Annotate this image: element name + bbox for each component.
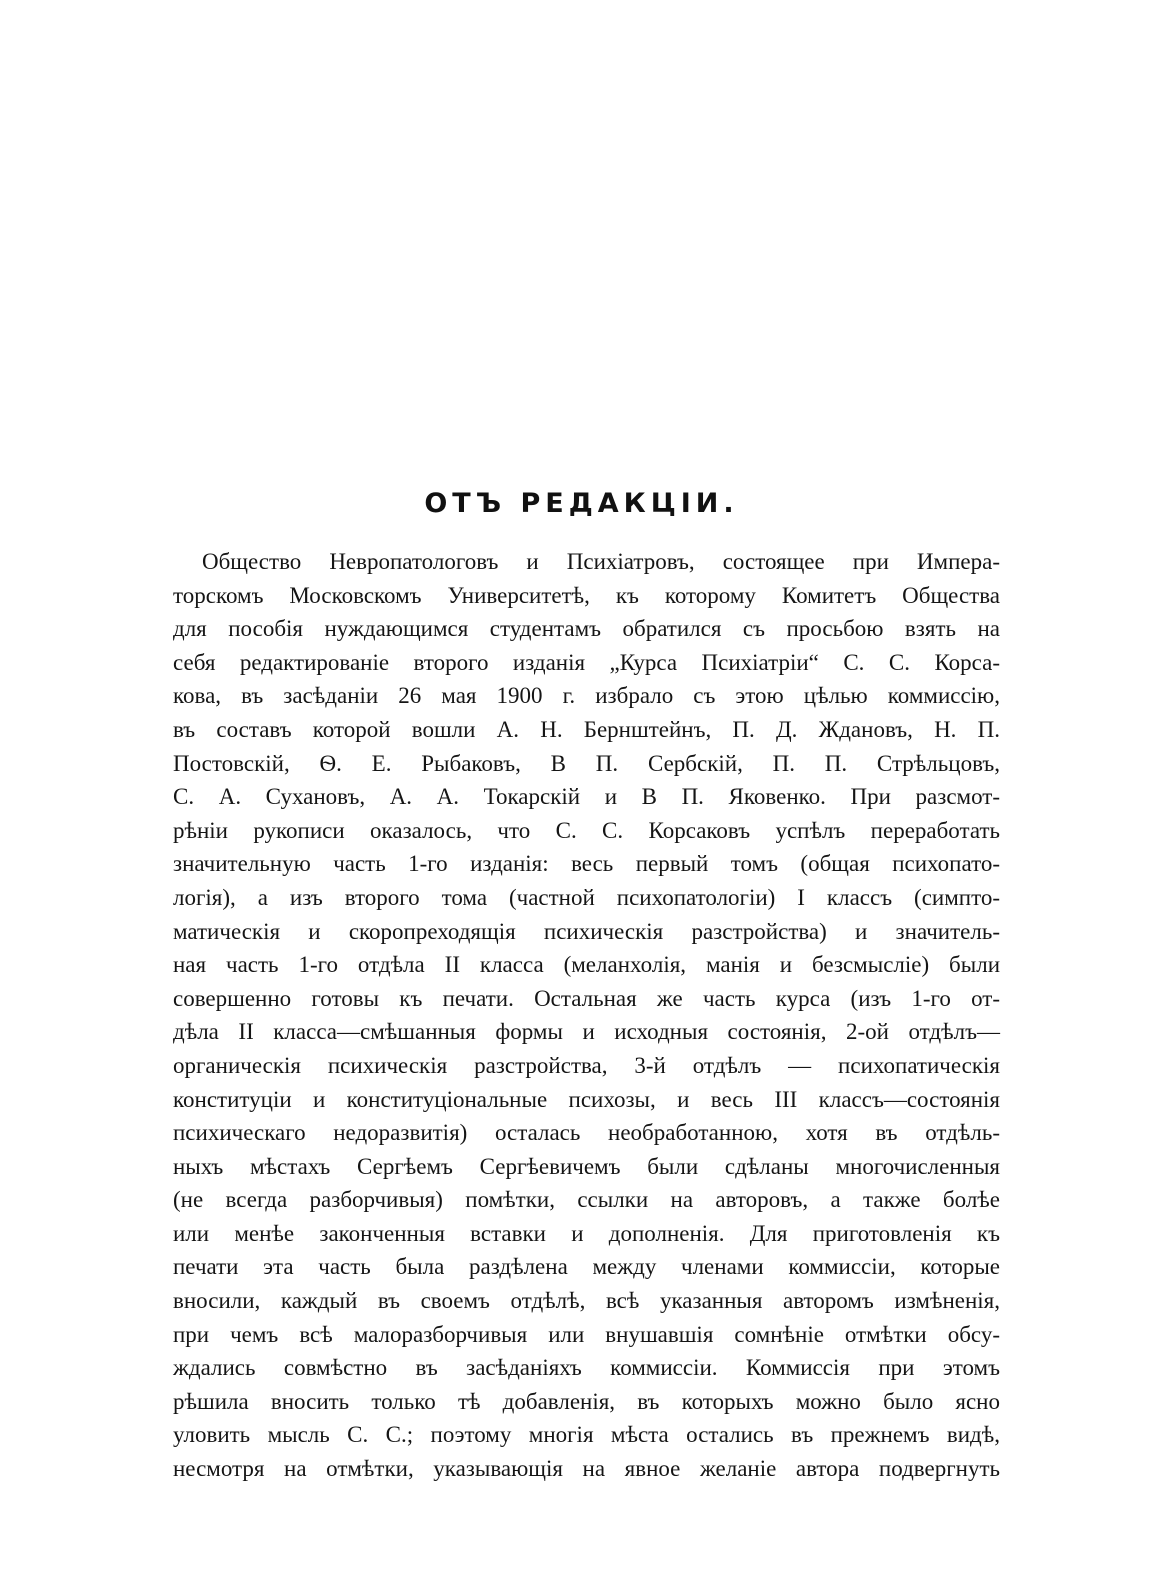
text-line: совершенно готовы къ печати. Остальная же часть курса (изъ 1-го от- (173, 985, 1000, 1011)
text-line: органическія психическія разстройства, 3-й отдѣлъ — психопатическія (173, 1052, 1000, 1078)
text-line: (не всегда разборчивыя) помѣтки, ссылки на авторовъ, а также болѣе (173, 1187, 1000, 1213)
text-line: рѣшила вносить только тѣ добавленія, въ которыхъ можно было ясно (173, 1388, 1000, 1414)
text-line: несмотря на отмѣтки, указывающія на явное желаніе автора подвергнуть (173, 1456, 1000, 1482)
text-line: ныхъ мѣстахъ Сергѣемъ Сергѣевичемъ были сдѣланы многочисленныя (173, 1153, 1000, 1179)
text-line: для пособія нуждающимся студентамъ обратился съ просьбою взять на (173, 616, 1000, 642)
body-paragraph (173, 545, 1000, 1486)
text-line: рѣніи рукописи оказалось, что С. С. Корсаковъ успѣлъ переработать (173, 817, 1000, 843)
text-line: значительную часть 1-го изданія: весь первый томъ (общая психопато- (173, 851, 1000, 877)
text-line: вносили, каждый въ своемъ отдѣлѣ, всѣ указанныя авторомъ измѣненія, (173, 1288, 1000, 1314)
page-title: ОТЪ РЕДАКЦІИ. (424, 488, 739, 519)
text-line: или менѣе законченныя вставки и дополненія. Для приготовленія къ (173, 1220, 1000, 1246)
text-line: печати эта часть была раздѣлена между членами коммиссіи, которые (173, 1254, 1000, 1280)
text-line: Общество Невропатологовъ и Психіатровъ, состоящее при Импера- (202, 549, 1000, 574)
text-line: С. А. Сухановъ, А. А. Токарскій и В П. Яковенко. При разсмот- (173, 784, 1000, 810)
text-line: кова, въ засѣданіи 26 мая 1900 г. избрало съ этою цѣлью коммиссію, (173, 683, 1000, 709)
text-line: торскомъ Московскомъ Университетѣ, къ которому Комитетъ Общества (173, 582, 1000, 608)
text-line: уловить мысль С. С.; поэтому многія мѣста остались въ прежнемъ видѣ, (173, 1422, 1000, 1448)
text-line: дѣла II класса—смѣшанныя формы и исходныя состоянія, 2-ой отдѣлъ— (173, 1019, 1000, 1045)
text-line: при чемъ всѣ малоразборчивыя или внушавшія сомнѣніе отмѣтки обсу- (173, 1321, 1000, 1347)
text-line: въ составъ которой вошли А. Н. Бернштейнъ, П. Д. Ждановъ, Н. П. (173, 716, 1000, 742)
text-line: себя редактированіе второго изданія „Курса Психіатріи“ С. С. Корса- (173, 649, 1000, 675)
text-line: логія), а изъ второго тома (частной психопатологіи) I классъ (симпто- (173, 884, 1000, 910)
text-line: психическаго недоразвитія) осталась необработанною, хотя въ отдѣль- (173, 1120, 1000, 1146)
text-line: ждались совмѣстно въ засѣданіяхъ коммиссіи. Коммиссія при этомъ (173, 1355, 1000, 1381)
text-line: конституціи и конституціональные психозы, и весь III классъ—состоянія (173, 1086, 1000, 1112)
text-line: матическія и скоропреходящія психическія разстройства) и значитель- (173, 918, 1000, 944)
text-line: ная часть 1-го отдѣла II класса (меланхолія, манія и безсмысліе) были (173, 952, 1000, 978)
text-line: Постовскій, Ѳ. Е. Рыбаковъ, В П. Сербскій, П. П. Стрѣльцовъ, (173, 750, 1000, 776)
